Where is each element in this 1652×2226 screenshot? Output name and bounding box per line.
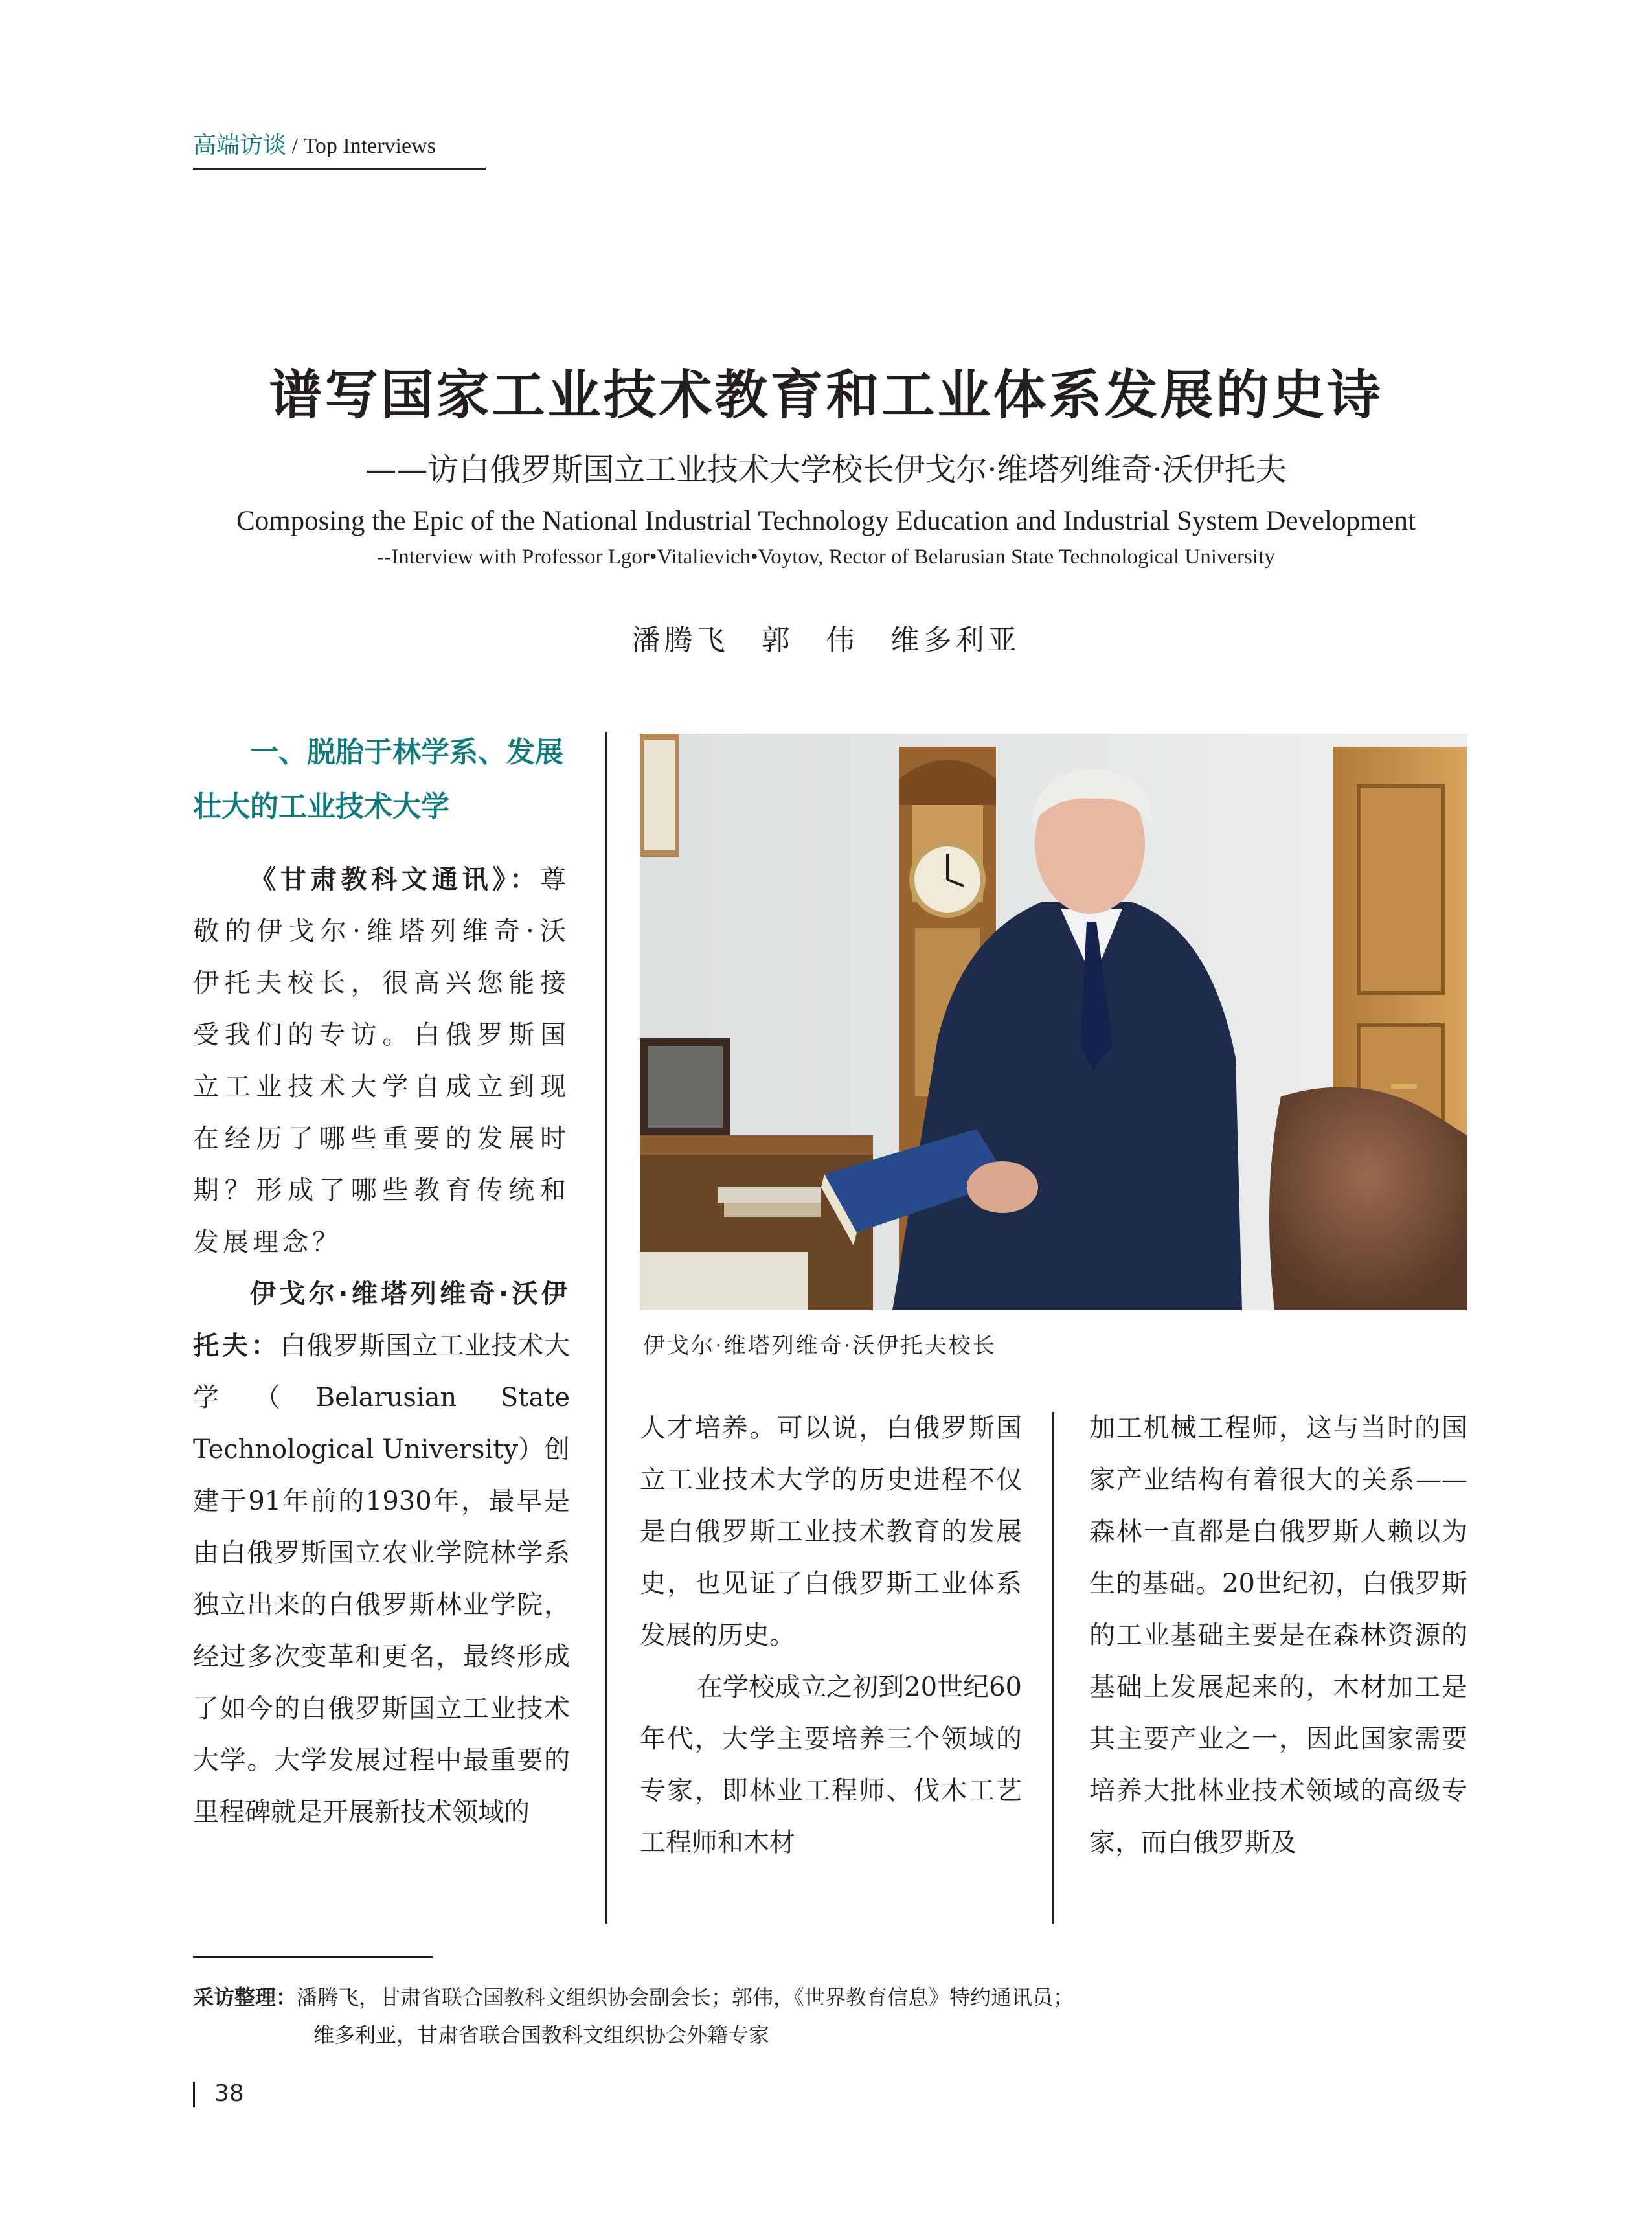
answer-text: 白俄罗斯国立工业技术大学（Belarusian State Technological University）创建于91年前的1930年，最早是由白俄罗斯国立农业学院林学系独立出来的白俄罗斯林业学院，经过多次变革和更名，最终形成了如今的白俄罗斯国立工业技术大学。大学发展过程中最重要的里程碑就是开展新技术领域的 (193, 1331, 571, 1827)
footnote (193, 1979, 1074, 2054)
column-1 (193, 725, 570, 1838)
photo-caption: 伊戈尔·维塔列维奇·沃伊托夫校长 (643, 1333, 997, 1359)
footnote-line-1: 潘腾飞，甘肃省联合国教科文组织协会副会长；郭伟，《世界教育信息》特约通讯员； (297, 1985, 1074, 2010)
column-divider-2 (1052, 1412, 1054, 1924)
article-subtitle-en: --Interview with Professor Lgor•Vitalievich•Voytov, Rector of Belarusian State Technological University (377, 545, 1275, 569)
answer-paragraph (193, 1268, 570, 1838)
question-text: 尊敬的伊戈尔·维塔列维奇·沃伊托夫校长，很高兴您能接受我们的专访。白俄罗斯国立工业技术大学自成立到现在经历了哪些重要的发展时期？形成了哪些教育传统和发展理念？ (193, 865, 570, 1257)
section-heading: 一、脱胎于林学系、发展壮大的工业技术大学 (193, 736, 563, 823)
article-title: 谱写国家工业技术教育和工业体系发展的史诗 (269, 364, 1383, 426)
page-number-bar (193, 2082, 195, 2107)
authors: 潘腾飞 郭 伟 维多利亚 (631, 624, 1021, 657)
col3-paragraph-1: 加工机械工程师，这与当时的国家产业结构有着很大的关系——森林一直都是白俄罗斯人赖以为生的基础。20世纪初，白俄罗斯的工业基础主要是在森林资源的基础上发展起来的，木材加工是其主要产业之一，因此国家需要培养大批林业技术领域的高级专家，而白俄罗斯及 (1089, 1413, 1467, 1857)
footnote-line-2: 维多利亚，甘肃省联合国教科文组织协会外籍专家 (313, 2023, 770, 2047)
footnote-label: 采访整理： (193, 1985, 297, 2010)
question-speaker: 《甘肃教科文通讯》： (250, 864, 540, 894)
col2-paragraph-2: 在学校成立之初到20世纪60年代，大学主要培养三个领域的专家，即林业工程师、伐木工艺工程师和木材 (640, 1672, 1022, 1857)
question-paragraph (193, 854, 570, 1268)
section-label-en: / Top Interviews (286, 134, 436, 158)
col2-paragraph-1: 人才培养。可以说，白俄罗斯国立工业技术大学的历史进程不仅是白俄罗斯工业技术教育的发展史，也见证了白俄罗斯工业体系发展的历史。 (640, 1413, 1022, 1650)
footnote-divider (193, 1956, 433, 1958)
article-title-en: Composing the Epic of the National Industrial Technology Education and Industrial System Development (236, 506, 1416, 536)
page-number (193, 2080, 244, 2107)
section-label-cn: 高端访谈 (193, 132, 287, 159)
column-divider (605, 732, 607, 1924)
column-3 (1089, 1402, 1467, 1868)
section-header (193, 127, 486, 170)
answer-speaker: 伊戈尔·维塔列维奇·沃伊托夫： (193, 1279, 570, 1361)
column-2 (640, 1402, 1022, 1868)
article-subtitle: ——访白俄罗斯国立工业技术大学校长伊戈尔·维塔列维奇·沃伊托夫 (365, 451, 1287, 488)
rector-photo (640, 734, 1467, 1310)
page-number-text: 38 (214, 2080, 244, 2107)
